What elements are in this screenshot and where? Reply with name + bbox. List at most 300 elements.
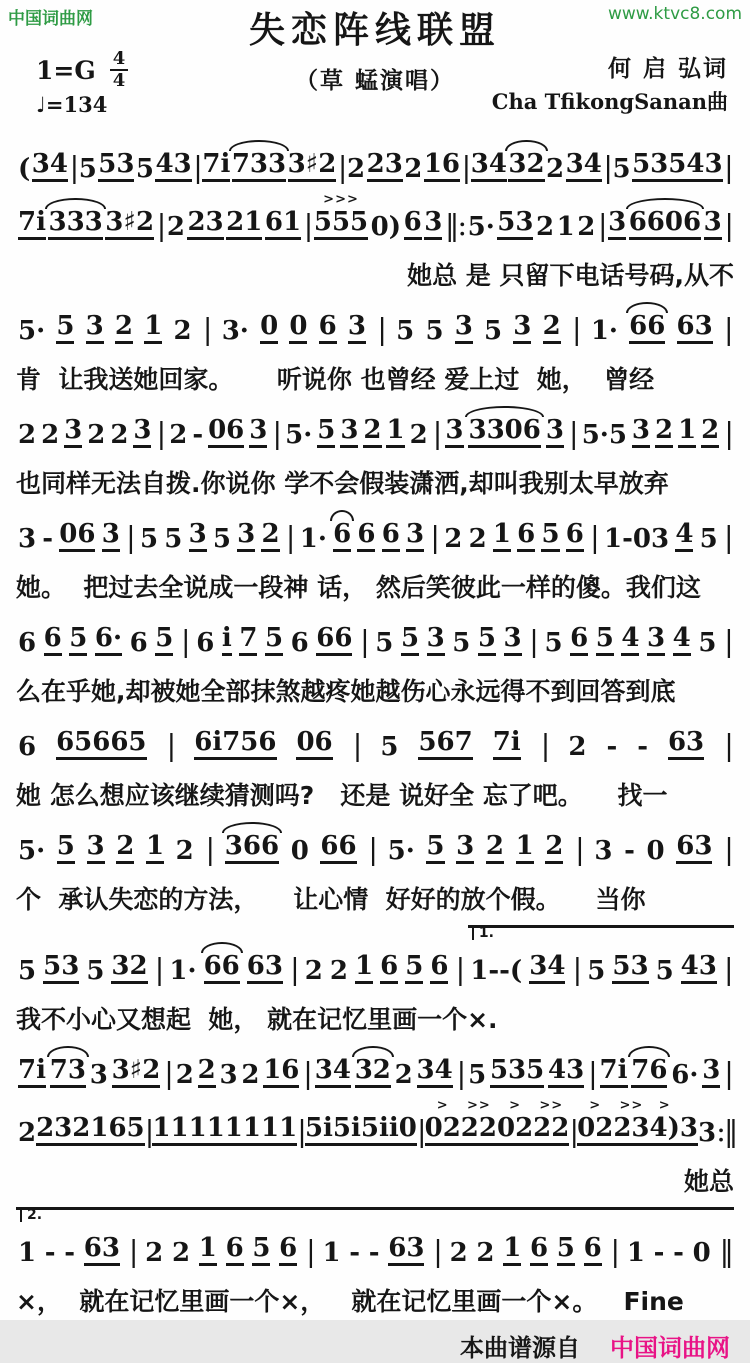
barline: | [156, 416, 165, 450]
note-token: 32 [508, 151, 544, 182]
note-token: 2 [116, 833, 134, 864]
note-token: 5 [164, 524, 183, 554]
barline: | [724, 728, 732, 762]
barline: | [432, 416, 441, 450]
note-token: 16 [424, 151, 460, 182]
barline: | [205, 832, 214, 866]
note-token: 7i [18, 1057, 46, 1088]
note-token: 5 [212, 524, 231, 554]
note-token: 43 [681, 953, 717, 984]
barline: ‖ [719, 1234, 732, 1268]
note-token: 5 [69, 625, 87, 656]
note-token: 63 [247, 953, 283, 984]
note-token: 6 [566, 521, 584, 552]
note-token: 2 [18, 1118, 37, 1148]
note-token: 5 [699, 524, 718, 554]
note-token: 34 [566, 151, 602, 182]
note-token: 5i5i5ii0 [305, 1115, 417, 1146]
note-token: 1 [626, 1238, 645, 1268]
note-token: 0 [290, 836, 309, 866]
note-token: 6 [530, 1235, 548, 1266]
barline: | [125, 520, 134, 554]
sheet-header [0, 0, 750, 132]
barline: | [305, 1234, 314, 1268]
barline: | [569, 1114, 578, 1148]
note-token: 3 [89, 1060, 108, 1090]
note-token: 3 [406, 521, 424, 552]
note-token: 53 [497, 209, 533, 240]
note-token: 63 [388, 1235, 424, 1266]
note-token: 2 [329, 956, 348, 986]
note-token: 2 [173, 316, 192, 346]
note-token: 1 [355, 953, 373, 984]
note-token: 23 >> [613, 1115, 649, 1146]
music-line [16, 606, 734, 664]
note-token: 2 [444, 524, 463, 554]
note-token: 5 [18, 956, 37, 986]
music-line [16, 1038, 734, 1096]
accent-mark: > [436, 1098, 449, 1113]
barline: | [377, 312, 385, 346]
note-token: 3 [102, 521, 120, 552]
volta-bracket [16, 1200, 734, 1223]
note-token: 3 [340, 417, 358, 448]
note-token: 3♯2 [105, 209, 154, 240]
note-token: 733 [232, 151, 286, 182]
note-token: 63 [677, 313, 713, 344]
note-token: 1 [199, 1235, 217, 1266]
barline: | [154, 952, 163, 986]
note-token: 02 > [577, 1115, 613, 1146]
time-signature-numerator: 4 [110, 50, 129, 71]
note-token: 53 [98, 151, 134, 182]
note-token: 32 [111, 953, 147, 984]
note-token: 2 [18, 420, 37, 450]
note-token: 1--( [470, 956, 523, 986]
note-token: 1 [18, 1238, 37, 1268]
footer-source-label: 本曲谱源自 [460, 1334, 580, 1362]
note-token: 2 [545, 833, 563, 864]
barline: | [303, 1056, 311, 1090]
note-token: 5 [698, 628, 717, 658]
note-token: 366 [225, 833, 279, 864]
note-token: 3 [455, 313, 473, 344]
accent-mark: > [509, 1098, 522, 1113]
note-token: 5 [401, 625, 419, 656]
note-token: 2 [41, 420, 60, 450]
note-token: 2 [115, 313, 133, 344]
note-token: 2 [198, 1057, 216, 1088]
note-token: 1 [386, 417, 404, 448]
note-token: 4 [621, 625, 639, 656]
barline: | [724, 1056, 732, 1090]
barline: | [723, 312, 732, 346]
note-token: 53 [43, 953, 79, 984]
note-token: i [222, 625, 232, 656]
note-token: ( [18, 154, 31, 184]
barline: | [69, 150, 78, 184]
note-token: 66 [204, 953, 240, 984]
lyric-line: 么在乎她,却被她全部抹煞越疼她越伤心永远得不到回答到底 [16, 677, 676, 706]
note-token: 6 [382, 521, 400, 552]
barline: | [572, 952, 581, 986]
note-token: 63 [668, 729, 704, 760]
note-token: 02 > [497, 1115, 533, 1146]
note-token: 23 [187, 209, 223, 240]
note-token: 6i756 [194, 729, 276, 760]
note-token: 5· [18, 836, 46, 866]
note-token: 2 [110, 420, 129, 450]
note-token: 66 [629, 313, 665, 344]
note-token: 73 [50, 1057, 86, 1088]
performer-credit: （草 蜢演唱） [294, 68, 455, 94]
lyric-line: 她总 [683, 1167, 734, 1196]
note-token: 22 >> [533, 1115, 569, 1146]
note-token: 6 [333, 521, 351, 552]
note-token: 3 [504, 625, 522, 656]
note-token: 3 [219, 1060, 238, 1090]
note-token: 5 [155, 625, 173, 656]
note-token: 16 [263, 1057, 299, 1088]
note-token: 5 [375, 628, 394, 658]
barline: | [416, 1114, 425, 1148]
note-token: 3♯2 [112, 1057, 161, 1088]
lyric-line: 她总 是 只留下电话号码,从不 [407, 261, 734, 290]
note-token: 567 [418, 729, 472, 760]
barline: | [529, 624, 537, 658]
note-token: 5 [135, 154, 154, 184]
barline: | [571, 312, 580, 346]
note-token: - [64, 1238, 76, 1268]
note-token: 6 [196, 628, 215, 658]
volta-line [468, 925, 734, 928]
note-token: 5 [380, 732, 399, 762]
accent-mark: > [658, 1098, 671, 1113]
note-token: 2 [394, 1060, 413, 1090]
time-signature-denominator: 4 [112, 70, 126, 91]
volta-label: 2. [20, 1209, 42, 1222]
note-token: 3· [221, 316, 249, 346]
note-token: 02 > [425, 1115, 461, 1146]
note-token: 2 [568, 732, 587, 762]
note-token: 34 [417, 1057, 453, 1088]
note-token: 6 [380, 953, 398, 984]
note-token: 2 [543, 313, 561, 344]
note-token: 1 [144, 313, 162, 344]
barline: | [285, 520, 294, 554]
note-token: 4 [673, 625, 691, 656]
note-token: 21 [226, 209, 262, 240]
note-token: 6 [584, 1235, 602, 1266]
note-token: 3 [249, 417, 267, 448]
note-token: - [349, 1238, 361, 1268]
note-token: 3 [18, 524, 37, 554]
note-token: 3 [348, 313, 366, 344]
note-token: 2 [655, 417, 673, 448]
note-token: 6· [671, 1060, 699, 1090]
lyric-line: ×， 就在记忆里画一个×， 就在记忆里画一个×。 Fine [16, 1287, 684, 1316]
note-token: 5 [78, 154, 97, 184]
note-token: 63 [676, 833, 712, 864]
note-token: 5· [18, 316, 46, 346]
note-token: 3 [594, 836, 613, 866]
note-token: 5 [478, 625, 496, 656]
note-token: 5· [467, 212, 495, 242]
note-token: 7i [202, 151, 230, 182]
note-token: 1-03 [604, 524, 670, 554]
note-token: 5 [557, 1235, 575, 1266]
barline: | [368, 832, 376, 866]
note-token: 6 [430, 953, 448, 984]
note-token: 1· [169, 956, 197, 986]
accent-mark: > [589, 1098, 602, 1113]
note-token: 3 [632, 417, 650, 448]
barline: | [337, 150, 346, 184]
barline: | [597, 208, 606, 242]
note-token: 333 [48, 209, 102, 240]
note-token: 3306 [468, 417, 540, 448]
note-token: 34 [529, 953, 565, 984]
accent-mark: >> [619, 1098, 644, 1113]
note-token: 2 [175, 836, 194, 866]
note-token: 2 [701, 417, 719, 448]
note-token: 06 [296, 729, 332, 760]
note-token: 3 [513, 313, 531, 344]
note-token: 11111111 [152, 1115, 297, 1146]
note-token: 6 [319, 313, 337, 344]
note-token: 2 [404, 154, 423, 184]
barline: | [359, 624, 368, 658]
note-token: 5 [452, 628, 471, 658]
note-token: 34 [32, 151, 68, 182]
note-token: - [192, 420, 204, 450]
note-token: 61 [265, 209, 301, 240]
note-token: 2 [546, 154, 565, 184]
note-token: 1 [678, 417, 696, 448]
barline: | [590, 520, 598, 554]
note-token: 0) [370, 212, 402, 242]
note-token: 3♯2 [288, 151, 337, 182]
note-token: 5 [612, 154, 631, 184]
barline: | [272, 416, 281, 450]
music-line [16, 294, 734, 352]
note-token: 4) > [650, 1115, 680, 1146]
note-token: 6 [404, 209, 422, 240]
note-token: 0 [692, 1238, 711, 1268]
note-token: 65 [108, 1115, 144, 1146]
note-token: 6 [44, 625, 62, 656]
barline: | [610, 1234, 619, 1268]
lyric-line: 她 怎么想应该继续猜测吗? 还是 说好全 忘了吧。 找一 [16, 781, 668, 810]
note-token: 5 [426, 833, 444, 864]
note-token: 23 [367, 151, 403, 182]
music-line [16, 398, 734, 456]
note-token: 3 [133, 417, 151, 448]
key-signature-text: 1=G [36, 55, 96, 85]
footer-site-name: 中国词曲网 [610, 1334, 730, 1362]
note-token: 5 [57, 833, 75, 864]
note-token: 1 [322, 1238, 341, 1268]
barline: | [575, 832, 583, 866]
note-token: 6 [18, 628, 37, 658]
note-token: - [44, 1238, 56, 1268]
note-token: 3 [237, 521, 255, 552]
note-token: 1 [503, 1235, 521, 1266]
barline: | [193, 150, 201, 184]
note-token: 2 [486, 833, 504, 864]
note-token: 5 [252, 1235, 270, 1266]
note-token: 4 [675, 521, 693, 552]
note-token: 3 [647, 625, 665, 656]
barline: | [724, 150, 732, 184]
note-token: 3 [608, 209, 626, 240]
note-token: 5 [86, 956, 105, 986]
note-token: 21 [72, 1115, 108, 1146]
note-token: 2 [261, 521, 279, 552]
barline: ‖: [444, 208, 466, 242]
note-token: 76 [631, 1057, 667, 1088]
note-token: 7 [239, 625, 257, 656]
note-token: 3 [702, 1057, 720, 1088]
barline: | [144, 1114, 153, 1148]
note-token: 0 [289, 313, 307, 344]
note-token: 5 [317, 417, 335, 448]
note-token: 7i [18, 209, 46, 240]
note-token: 5 [544, 628, 563, 658]
note-token: 7i [600, 1057, 628, 1088]
note-token: 53 [612, 953, 648, 984]
note-token: 1· [590, 316, 618, 346]
composer-credit: Cha TfikongSanan曲 [491, 89, 728, 114]
note-token: 2 [145, 1238, 164, 1268]
note-token: 3 [704, 209, 722, 240]
note-token: 5 [484, 316, 503, 346]
note-token: 34 [315, 1057, 351, 1088]
note-token: 3 [680, 1115, 698, 1146]
note-token: 2 [363, 417, 381, 448]
lyric-line: 她。 把过去全说成一段神 话， 然后笑彼此一样的傻。我们这 [16, 573, 701, 602]
barline: | [724, 416, 732, 450]
lyric-line: 个 承认失恋的方法， 让心情 好好的放个假。 当你 [16, 885, 646, 914]
score-body [0, 132, 750, 1320]
note-token: 43 [155, 151, 191, 182]
watermark-site-left: 中国词曲网 [8, 9, 93, 29]
note-token: 5 [587, 956, 606, 986]
note-token: 2 [449, 1238, 468, 1268]
note-token: 6 [357, 521, 375, 552]
barline: | [433, 1234, 441, 1268]
note-token: 66 [316, 625, 352, 656]
note-token: 3 [86, 313, 104, 344]
barline: | [303, 208, 312, 242]
barline: | [202, 312, 211, 346]
barline: | [164, 1056, 172, 1090]
lyric-line: 也同样无法自拨.你说你 学不会假装潇洒,却叫我别太早放弃 [16, 469, 669, 498]
note-token: 535 [490, 1057, 544, 1088]
note-token: 3 [456, 833, 474, 864]
note-token: 2 [166, 212, 185, 242]
note-token: 6 [570, 625, 588, 656]
music-line [16, 1216, 734, 1274]
note-token: 53543 [632, 151, 722, 182]
note-token: 3 [424, 209, 442, 240]
note-token: 3 [546, 417, 564, 448]
note-token: 23 [36, 1115, 72, 1146]
note-token: 0 [646, 836, 665, 866]
note-token: 5 [139, 524, 159, 554]
note-token: 5 [265, 625, 283, 656]
note-token: 6 [517, 521, 535, 552]
note-token: 3 [698, 1118, 717, 1148]
tempo-marking: ♩=134 [36, 92, 108, 117]
note-token: 5· [285, 420, 313, 450]
music-line [16, 132, 734, 190]
note-token: 63 [84, 1235, 120, 1266]
barline: | [723, 624, 732, 658]
music-line [16, 1096, 737, 1154]
accent-mark: >>> [323, 192, 359, 207]
note-token: 6 [18, 732, 37, 762]
note-token: 6606 [629, 209, 701, 240]
note-token: 5 [596, 625, 614, 656]
note-token: 2 [171, 1238, 191, 1268]
note-token: - [637, 732, 648, 762]
barline: | [723, 520, 732, 554]
barline: | [166, 728, 175, 762]
volta-bracket [16, 918, 734, 941]
barline: | [461, 150, 470, 184]
note-token: 32 [355, 1057, 391, 1088]
music-line [16, 814, 734, 872]
note-token: 1 [493, 521, 511, 552]
note-token: 5· [387, 836, 415, 866]
note-token: 7i [493, 729, 521, 760]
barline: | [156, 208, 165, 242]
song-title: 失恋阵线联盟 [248, 10, 501, 51]
note-token: 5 [468, 1060, 487, 1090]
barline: | [723, 952, 732, 986]
lyric-line: 我不小心又想起 她， 就在记忆里画一个×. [16, 1005, 498, 1034]
volta-label: 1. [472, 927, 494, 940]
barline: | [540, 728, 549, 762]
note-token: 5 [405, 953, 423, 984]
note-token: 1· [299, 524, 327, 554]
music-line [16, 710, 734, 768]
note-token: 2 [347, 154, 366, 184]
note-token: 2 [535, 212, 555, 242]
note-token: 1 [516, 833, 534, 864]
note-token: 2 [577, 212, 596, 242]
note-token: 6· [95, 625, 122, 656]
note-token: 2 [175, 1060, 194, 1090]
accent-mark: >> [539, 1098, 564, 1113]
note-token: - [606, 732, 618, 762]
note-token: 2 [409, 420, 428, 450]
note-token: 22 >> [461, 1115, 497, 1146]
accent-mark: >> [466, 1098, 491, 1113]
sheet-footer [0, 1320, 750, 1363]
note-token: 6 [226, 1235, 244, 1266]
note-token: 34 [471, 151, 507, 182]
note-token: 1 [146, 833, 164, 864]
barline: | [290, 952, 298, 986]
lyricist-credit: 何 启 弘词 [607, 56, 728, 82]
note-token: 2 [169, 420, 188, 450]
note-token: 3 [189, 521, 207, 552]
note-token: 5 [541, 521, 559, 552]
note-token: 06 [208, 417, 244, 448]
note-token: - [624, 836, 635, 866]
